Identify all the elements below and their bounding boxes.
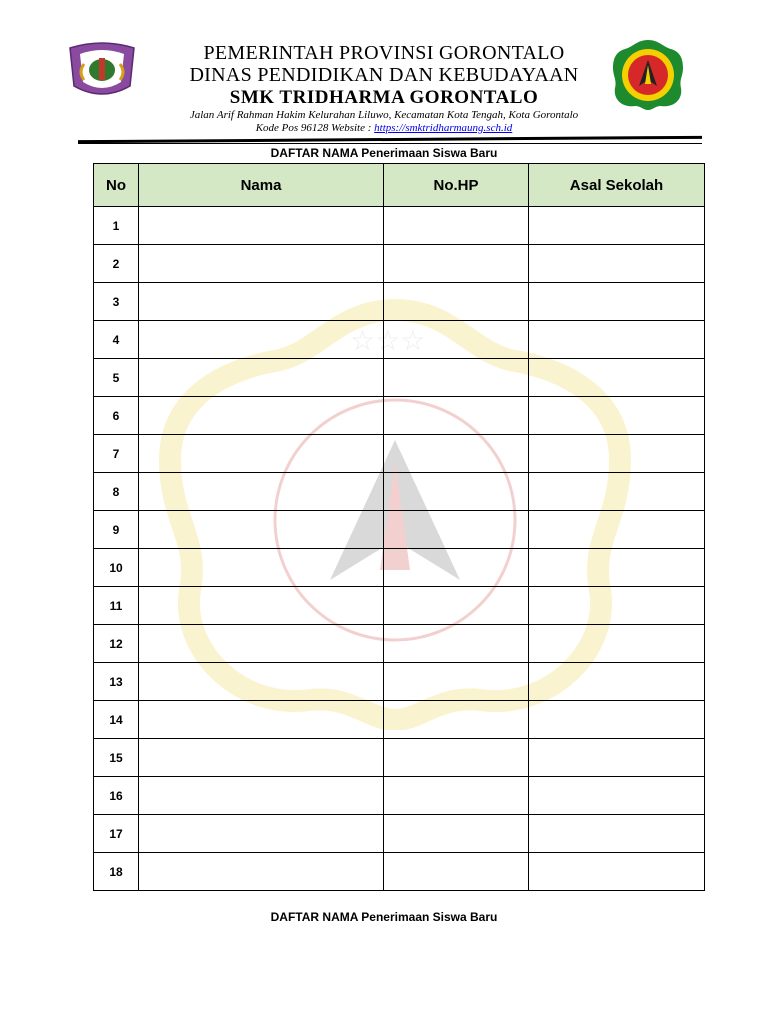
nama-cell[interactable] xyxy=(139,701,384,739)
registration-table xyxy=(93,163,705,891)
svg-text:☆☆☆: ☆☆☆ xyxy=(350,324,426,357)
nama-cell[interactable] xyxy=(139,245,384,283)
table-row xyxy=(94,397,705,435)
nohp-cell[interactable] xyxy=(384,473,529,511)
row-number: 14 xyxy=(94,701,139,739)
letterhead-province: PEMERINTAH PROVINSI GORONTALO xyxy=(203,42,565,64)
letterhead-school: SMK TRIDHARMA GORONTALO xyxy=(229,87,539,108)
asal-sekolah-cell[interactable] xyxy=(529,283,705,321)
table-row xyxy=(94,207,705,245)
asal-sekolah-cell[interactable] xyxy=(529,511,705,549)
asal-sekolah-cell[interactable] xyxy=(529,625,705,663)
nama-cell[interactable] xyxy=(139,435,384,473)
row-number: 8 xyxy=(94,473,139,511)
letterhead-address: Jalan Arif Rahman Hakim Kelurahan Liluwo, Kecamatan Kota Tengah, Kota Gorontalo xyxy=(189,109,579,121)
table-row xyxy=(94,245,705,283)
document-footer-title: DAFTAR NAMA Penerimaan Siswa Baru xyxy=(270,910,498,924)
asal-sekolah-cell[interactable] xyxy=(529,701,705,739)
nama-cell[interactable] xyxy=(139,853,384,891)
table-row xyxy=(94,435,705,473)
table-row xyxy=(94,549,705,587)
nohp-cell[interactable] xyxy=(384,777,529,815)
row-number: 17 xyxy=(94,815,139,853)
asal-sekolah-cell[interactable] xyxy=(529,815,705,853)
row-number: 4 xyxy=(94,321,139,359)
row-number: 1 xyxy=(94,207,139,245)
row-number: 5 xyxy=(94,359,139,397)
row-number: 15 xyxy=(94,739,139,777)
asal-sekolah-cell[interactable] xyxy=(529,663,705,701)
row-number: 18 xyxy=(94,853,139,891)
table-row xyxy=(94,815,705,853)
nohp-cell[interactable] xyxy=(384,739,529,777)
table-row xyxy=(94,625,705,663)
row-number: 6 xyxy=(94,397,139,435)
header-rule-thin xyxy=(78,143,702,144)
provincial-emblem-icon xyxy=(66,42,138,98)
nama-cell[interactable] xyxy=(139,587,384,625)
letterhead-contact xyxy=(150,122,618,134)
asal-sekolah-cell[interactable] xyxy=(529,245,705,283)
nama-cell[interactable] xyxy=(139,663,384,701)
nama-cell[interactable] xyxy=(139,739,384,777)
nama-cell[interactable] xyxy=(139,625,384,663)
nohp-cell[interactable] xyxy=(384,663,529,701)
nama-cell[interactable] xyxy=(139,283,384,321)
asal-sekolah-cell[interactable] xyxy=(529,359,705,397)
nohp-cell[interactable] xyxy=(384,625,529,663)
nohp-cell[interactable] xyxy=(384,207,529,245)
asal-sekolah-cell[interactable] xyxy=(529,435,705,473)
table-header-row xyxy=(94,164,705,207)
asal-sekolah-cell[interactable] xyxy=(529,473,705,511)
asal-sekolah-cell[interactable] xyxy=(529,853,705,891)
asal-sekolah-cell[interactable] xyxy=(529,587,705,625)
row-number: 2 xyxy=(94,245,139,283)
postal-website-label: Kode Pos 96128 Website : xyxy=(255,122,375,134)
nama-cell[interactable] xyxy=(139,473,384,511)
nama-cell[interactable] xyxy=(139,207,384,245)
table-row xyxy=(94,701,705,739)
nama-cell[interactable] xyxy=(139,777,384,815)
header-nama: Nama xyxy=(139,164,384,207)
row-number: 10 xyxy=(94,549,139,587)
asal-sekolah-cell[interactable] xyxy=(529,549,705,587)
nohp-cell[interactable] xyxy=(384,511,529,549)
school-emblem-icon xyxy=(611,38,685,112)
nama-cell[interactable] xyxy=(139,359,384,397)
nohp-cell[interactable] xyxy=(384,815,529,853)
row-number: 16 xyxy=(94,777,139,815)
nohp-cell[interactable] xyxy=(384,283,529,321)
website-link[interactable]: https://smktridharmaung.sch.id xyxy=(374,122,513,134)
nohp-cell[interactable] xyxy=(384,701,529,739)
nohp-cell[interactable] xyxy=(384,587,529,625)
asal-sekolah-cell[interactable] xyxy=(529,397,705,435)
row-number: 13 xyxy=(94,663,139,701)
row-number: 11 xyxy=(94,587,139,625)
nohp-cell[interactable] xyxy=(384,321,529,359)
nohp-cell[interactable] xyxy=(384,435,529,473)
nama-cell[interactable] xyxy=(139,511,384,549)
table-row xyxy=(94,587,705,625)
nama-cell[interactable] xyxy=(139,397,384,435)
table-row xyxy=(94,739,705,777)
table-row xyxy=(94,359,705,397)
row-number: 3 xyxy=(94,283,139,321)
nohp-cell[interactable] xyxy=(384,549,529,587)
nohp-cell[interactable] xyxy=(384,359,529,397)
table-row xyxy=(94,777,705,815)
nohp-cell[interactable] xyxy=(384,853,529,891)
nama-cell[interactable] xyxy=(139,815,384,853)
table-row xyxy=(94,853,705,891)
table-row xyxy=(94,663,705,701)
asal-sekolah-cell[interactable] xyxy=(529,207,705,245)
table-row xyxy=(94,511,705,549)
nohp-cell[interactable] xyxy=(384,397,529,435)
header-nohp: No.HP xyxy=(384,164,529,207)
asal-sekolah-cell[interactable] xyxy=(529,321,705,359)
header-no: No xyxy=(94,164,139,207)
table-row xyxy=(94,473,705,511)
table-row xyxy=(94,321,705,359)
letterhead-department: DINAS PENDIDIKAN DAN KEBUDAYAAN xyxy=(189,64,579,86)
table-row xyxy=(94,283,705,321)
header-asal-sekolah: Asal Sekolah xyxy=(529,164,705,207)
nama-cell[interactable] xyxy=(139,549,384,587)
asal-sekolah-cell[interactable] xyxy=(529,777,705,815)
row-number: 7 xyxy=(94,435,139,473)
row-number: 9 xyxy=(94,511,139,549)
document-title: DAFTAR NAMA Penerimaan Siswa Baru xyxy=(270,146,498,160)
asal-sekolah-cell[interactable] xyxy=(529,739,705,777)
nama-cell[interactable] xyxy=(139,321,384,359)
nohp-cell[interactable] xyxy=(384,245,529,283)
row-number: 12 xyxy=(94,625,139,663)
